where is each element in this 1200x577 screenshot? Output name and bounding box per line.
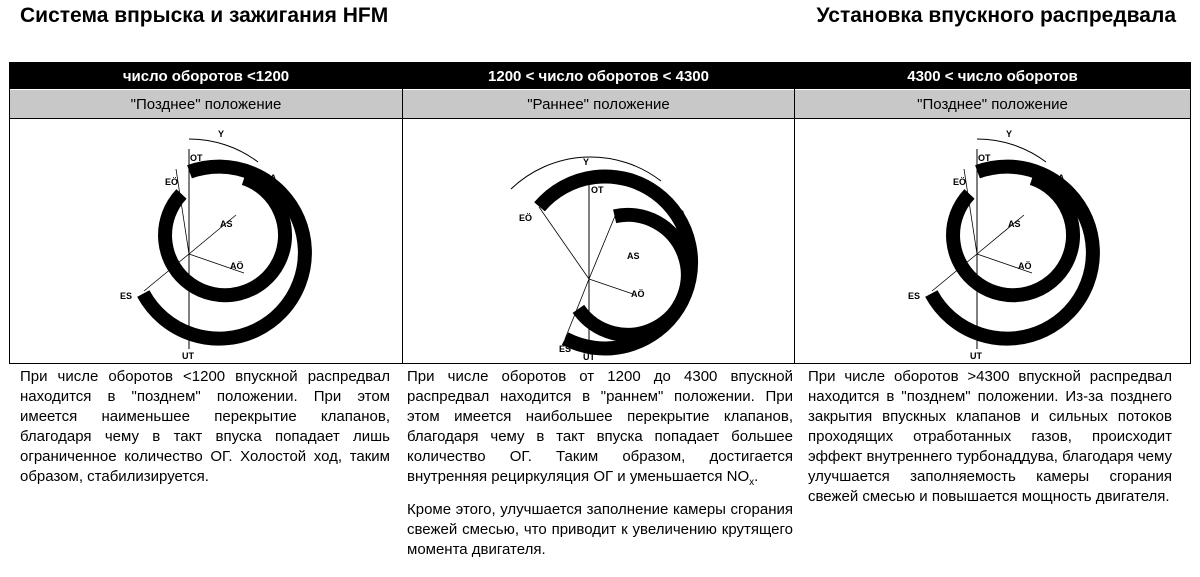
label-ut: UT bbox=[583, 352, 595, 362]
page-title-right: Установка впускного распредвала bbox=[816, 4, 1176, 27]
position-cell-1: "Позднее" положение bbox=[130, 95, 282, 113]
description-high-rpm bbox=[808, 367, 1172, 514]
timing-table bbox=[9, 62, 1191, 364]
label-ot: OT bbox=[190, 153, 203, 163]
label-as: AS bbox=[220, 219, 233, 229]
description-end: . bbox=[754, 468, 759, 485]
label-es: ES bbox=[559, 344, 572, 354]
range-cell-3: 4300 < число оборотов bbox=[907, 67, 1078, 85]
valve-timing-diagram-early bbox=[403, 119, 794, 363]
position-row bbox=[10, 90, 1190, 119]
label-eo: EÖ bbox=[519, 213, 533, 223]
label-ut: UT bbox=[182, 351, 194, 361]
position-cell-3: "Позднее" положение bbox=[917, 95, 1068, 113]
label-ao: AÖ bbox=[230, 261, 244, 271]
label-ao: AÖ bbox=[631, 289, 645, 299]
description-paragraph bbox=[407, 367, 793, 493]
valve-timing-diagram-late-high bbox=[795, 119, 1190, 363]
rpm-range-row bbox=[10, 63, 1190, 89]
subscript-x: x bbox=[749, 477, 755, 488]
intake-arc bbox=[953, 178, 1073, 295]
label-a: A bbox=[270, 173, 277, 183]
description-mid-rpm bbox=[407, 367, 793, 567]
range-cell-1: число оборотов <1200 bbox=[122, 67, 290, 85]
intake-arc bbox=[578, 215, 687, 335]
description-paragraph: Кроме этого, улучшается заполнение камеры сгорания свежей смесью, что приводит к увеличению крутящего момента двигателя. bbox=[407, 501, 793, 558]
valve-timing-diagram-late-low bbox=[10, 119, 402, 363]
label-es: ES bbox=[120, 291, 133, 301]
label-es: ES bbox=[908, 291, 921, 301]
description-text: При числе оборотов от 1200 до 4300 впускной распредвал находится в "раннем" положении. При этом имеется наибольшее перекрытие клапанов, благодаря чему в такт впуска попадает большее количество ОГ. Таким образом, достигается внутренняя рециркуляция ОГ и уменьшается NO bbox=[407, 368, 793, 485]
label-eo: EÖ bbox=[165, 177, 179, 187]
label-ot: OT bbox=[591, 185, 604, 195]
label-y: Y bbox=[1006, 129, 1013, 139]
label-a: A bbox=[679, 209, 686, 219]
label-eo: EÖ bbox=[953, 177, 967, 187]
label-ao: AÖ bbox=[1018, 261, 1032, 271]
page-title-left: Система впрыска и зажигания HFM bbox=[20, 4, 389, 27]
label-y: Y bbox=[218, 129, 225, 139]
label-a: A bbox=[1058, 173, 1065, 183]
label-ot: OT bbox=[978, 153, 991, 163]
description-paragraph: При числе оборотов >4300 впускной распредвал находится в "позднем" положении. Из-за позднего закрытия впускных клапанов и сильных потоков проходящих отработанных газов, происходит эффект внутреннего турбонаддува, благодаря чему улучшается заполняемость камеры сгорания свежей смесью и повышается мощность двигателя. bbox=[808, 368, 1172, 505]
description-paragraph: При числе оборотов <1200 впускной распредвал находится в "позднем" положении. При этом имеется наименьшее перекрытие клапанов, благодаря чему в такт впуска попадает лишь ограниченное количество ОГ. Холостой ход, таким образом, стабилизируется. bbox=[20, 368, 390, 485]
description-low-rpm bbox=[20, 367, 390, 494]
range-cell-2: 1200 < число оборотов < 4300 bbox=[488, 67, 709, 85]
label-y: Y bbox=[583, 157, 590, 167]
position-cell-2: "Раннее" положение bbox=[527, 95, 670, 113]
label-ut: UT bbox=[970, 351, 982, 361]
intake-arc bbox=[165, 178, 285, 295]
label-as: AS bbox=[627, 251, 640, 261]
label-as: AS bbox=[1008, 219, 1021, 229]
